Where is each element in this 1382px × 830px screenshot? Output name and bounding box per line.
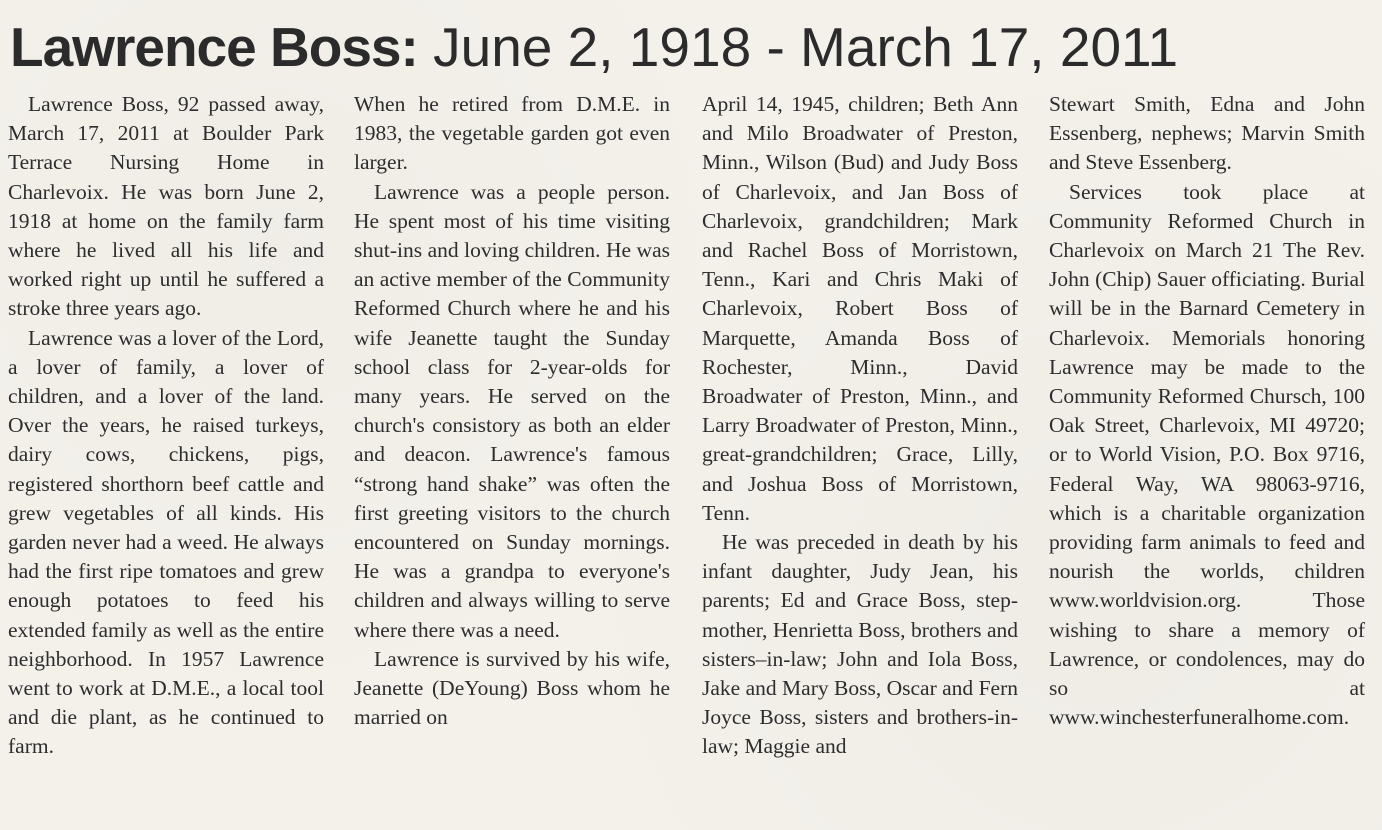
article-columns <box>8 90 1366 820</box>
paragraph: Lawrence Boss, 92 passed away, March 17, 2011 at Boulder Park Terrace Nursing Home in Charlevoix. He was born June 2, 1918 at home on the family farm where he lived all his life and worked right up until he suffered a stroke three years ago. <box>8 92 324 321</box>
headline-dates: June 2, 1918 - March 17, 2011 <box>433 16 1179 78</box>
paragraph: Services took place at Community Reformed Church in Charlevoix on March 21 The Rev. John (Chip) Sauer officiating. Burial will be in the Barnard Cemetery in Charlevoix. Memorials honoring Lawrence may be made to the Community Reformed Chursch, 100 Oak Street, Charlevoix, MI 49720; or to World Vision, P.O. Box 9716, Federal Way, WA 98063-9716, which is a charitable organization providing farm animals to feed and nourish the worlds, children www.worldvision.org. Those wishing to share a memory of Lawrence, or condolences, may do so at www.winchesterfuneralhome.com. <box>1049 179 1365 730</box>
paragraph: Stewart Smith, Edna and John Essenberg, nephews; Marvin Smith and Steve Essenberg. <box>1049 92 1365 175</box>
obituary-headline <box>10 14 1178 80</box>
headline-name: Lawrence Boss: <box>10 16 418 78</box>
paragraph: Lawrence was a people person. He spent most of his time visiting shut-ins and loving children. He was an active member of the Community Reformed Church where he and his wife Jeanette taught the Sunday school class for 2-year-olds for many years. He served on the church's consistory as both an elder and deacon. Lawrence's famous “strong hand shake” was often the first greeting visitors to the church encountered on Sunday mornings. He was a grandpa to everyone's children and always willing to serve where there was a need. <box>354 179 670 642</box>
paragraph: April 14, 1945, children; Beth Ann and Milo Broadwater of Preston, Minn., Wilson (Bud) and Judy Boss of Charlevoix, and Jan Boss of Charlevoix, grandchildren; Mark and Rachel Boss of Morristown, Tenn., Kari and Chris Maki of Charlevoix, Robert Boss of Marquette, Amanda Boss of Rochester, Minn., David Broadwater of Preston, Minn., and Larry Broadwater of Preston, Minn., great-grandchildren; Grace, Lilly, and Joshua Boss of Morristown, Tenn. <box>702 92 1018 525</box>
article-column-1 <box>8 90 324 762</box>
article-column-2 <box>354 90 670 732</box>
article-column-4 <box>1049 90 1365 732</box>
article-column-3 <box>702 90 1018 762</box>
paragraph: Lawrence was a lover of the Lord, a lover of family, a lover of children, and a lover of the land. Over the years, he raised turkeys, dairy cows, chickens, pigs, registered shorthorn beef cattle and grew vegetables of all kinds. His garden never had a weed. He always had the first ripe tomatoes and grew enough potatoes to feed his extended family as well as the entire neighborhood. In 1957 Lawrence went to work at D.M.E., a local tool and die plant, as he continued to farm. <box>8 325 324 759</box>
paragraph: He was preceded in death by his infant daughter, Judy Jean, his parents; Ed and Grace Boss, step-mother, Henrietta Boss, brothers and sisters–in-law; John and Iola Boss, Jake and Mary Boss, Oscar and Fern Joyce Boss, sisters and brothers-in-law; Maggie and <box>702 530 1018 759</box>
paragraph: Lawrence is survived by his wife, Jeanette (DeYoung) Boss whom he married on <box>354 646 670 730</box>
paragraph: When he retired from D.M.E. in 1983, the vegetable garden got even larger. <box>354 92 670 175</box>
